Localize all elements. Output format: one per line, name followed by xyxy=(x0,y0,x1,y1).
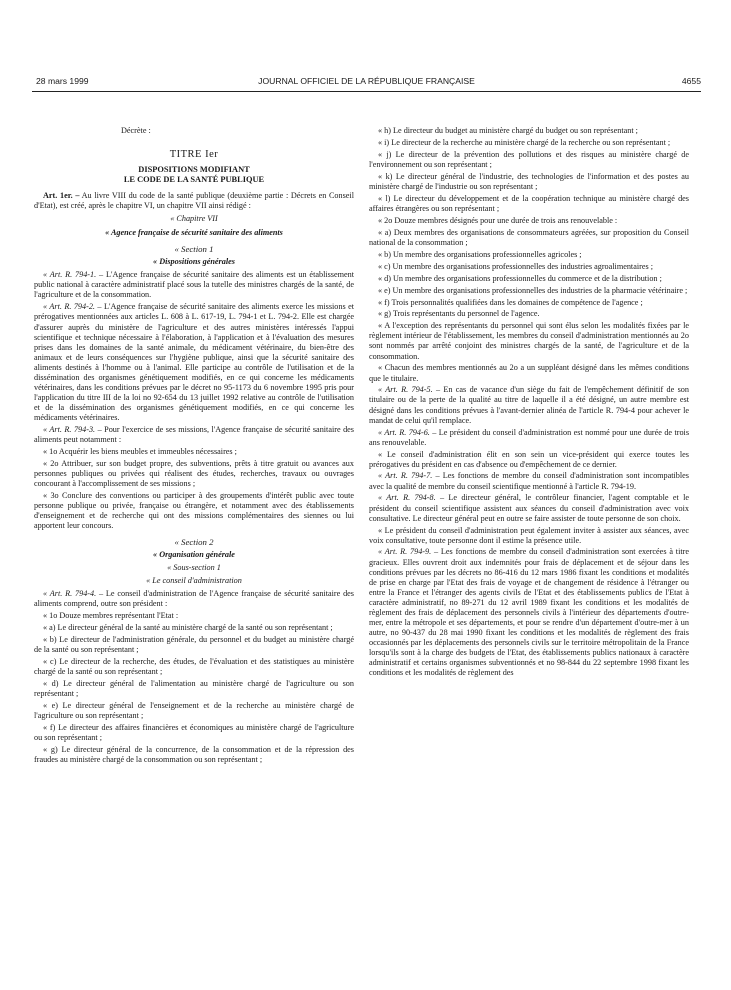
dispositions-heading-1: DISPOSITIONS MODIFIANT xyxy=(138,165,250,175)
article-r794-8-label: « Art. R. 794-8. xyxy=(378,493,436,503)
article-r794-9-text: – Les fonctions de membre du conseil d'administration sont exercées à titre gracieux. Elles ouvrent droit aux indemnités pour frais de déplacement et de séjour dans les conditions prévues par les décrets no 86-416 du 12 mars 1986 fixant les conditions et modalités de prise en charge par l'Etat des frais de voyage et de changement de résidence à l'étranger ou entre la France et l'étranger des agents civils de l'Etat et des établissements publics de l'Etat à caractère administratif, no 89-271 du 12 avril 1989 fixant les conditions et les modalités de règlement des frais de déplacement des personnels civils à l'intérieur des départements d'outre-mer, entre la métropole et ses départements, et pour se rendre d'un département d'outre-mer à un autre, no 90-437 du 28 mai 1990 fixant les conditions et les modalités de règlement des frais occasionnés par les déplacements des personnels civils sur le territoire métropolitain de la France lorsqu'ils sont à la charge des budgets de l'Etat, des établissements publics nationaux à caractère administratif et certains organismes subventionnés et no 98-844 du 22 septembre 1998 fixant les conditions et les modalités de règlement des xyxy=(369,547,689,678)
list-item: « f) Le directeur des affaires financières et économiques au ministère chargé de l'agriculture ou son représentant ; xyxy=(34,722,354,743)
article-r794-6-text: – Le président du conseil d'administration est nommé pour une durée de trois ans renouvelable. xyxy=(369,427,689,447)
list-item: « g) Trois représentants du personnel de l'agence. xyxy=(378,309,540,319)
article-1 xyxy=(34,191,354,211)
list-item: « e) Le directeur général de l'enseignement et de la recherche au ministère chargé de l'agriculture ou son représentant ; xyxy=(34,701,354,721)
decrete: Décrète : xyxy=(121,126,151,135)
article-r794-2-text: – L'Agence française de sécurité sanitaire des aliments exerce les missions et prérogatives mentionnées aux articles L. 608 à L. 617-19, L. 794-1 et L. 794-2. Elle est chargée d'assurer auprès du ministère de l'agriculture et des autres ministères intéressés l'appui scientifique et technique nécessaire à l'élaboration, à l'application et à l'évaluation des mesures prises dans les domaines de la santé animale, du médicament vétérinaire, du bien-être des animaux et de leurs conséquences sur l'hygiène publique, ainsi que la sécurité sanitaire des aliments destinés à l'homme ou à l'animal. Elle participe au contrôle de l'utilisation et de la dissémination des organismes génétiquement modifiés, en ce qui concerne les médicaments vétérinaires, dans les conditions prévues par le décret no 95-1173 du 6 novembre 1995 pris pour l'application du titre III de la loi no 92-654 du 13 juillet 1992 relative au contrôle de l'utilisation et de la dissémination des organismes génétiquement modifiés, en ce qui concerne les médicaments vétérinaires. xyxy=(34,302,354,422)
right-column xyxy=(369,126,689,986)
list-item: « 1o Douze membres représentant l'Etat : xyxy=(43,611,179,621)
page-header xyxy=(32,76,701,89)
paragraph: « A l'exception des représentants du personnel qui sont élus selon les modalités fixées par le règlement intérieur de l'établissement, les membres du conseil d'administration mentionnés au 2o sont nommés par arrêté conjoint des ministres chargés de la santé, de l'agriculture et de la consommation. xyxy=(369,321,689,361)
article-r794-2 xyxy=(34,302,354,423)
list-item: « 3o Conclure des conventions ou participer à des groupements d'intérêt public avec toute personne publique ou privée, française ou étrangère, et notamment avec des établissements d'enseignement et de recherche qui ont des missions complémentaires des siennes ou lui apportent leur concours. xyxy=(34,490,354,530)
article-r794-4-label: « Art. R. 794-4. xyxy=(43,589,97,599)
article-r794-9 xyxy=(369,547,689,678)
article-r794-8 xyxy=(369,493,689,523)
list-item: « h) Le directeur du budget au ministère chargé du budget ou son représentant ; xyxy=(378,126,638,135)
article-r794-7 xyxy=(369,471,689,491)
sous-section-heading: « Sous-section 1 xyxy=(167,563,221,573)
list-item: « b) Le directeur de l'administration générale, du personnel et du budget au ministère chargé de la santé ou son représentant ; xyxy=(34,635,354,655)
header-date: 28 mars 1999 xyxy=(36,76,89,86)
agence-heading: « Agence française de sécurité sanitaire des aliments xyxy=(105,228,283,238)
chapitre-heading: « Chapitre VII xyxy=(170,214,218,224)
article-1-text: Au livre VIII du code de la santé publique (deuxième partie : Décrets en Conseil d'Etat), est créé, après le chapitre VI, un chapitre VII ainsi rédigé : xyxy=(34,191,354,211)
article-r794-7-text: – Les fonctions de membre du conseil d'administration sont incompatibles avec la qualité de membre du conseil scientifique mentionné à l'article R. 794-19. xyxy=(369,471,689,491)
list-item: « k) Le directeur général de l'industrie, des technologies de l'information et des postes au ministère chargé de l'industrie ou son représentant ; xyxy=(369,171,689,191)
article-r794-6 xyxy=(369,428,689,448)
paragraph: « Le conseil d'administration élit en son sein un vice-président qui exerce toutes les prérogatives du président en cas d'absence ou d'empêchement de ce dernier. xyxy=(369,449,689,469)
list-item: « 2o Douze membres désignés pour une durée de trois ans renouvelable : xyxy=(378,215,618,225)
article-r794-3 xyxy=(34,425,354,445)
article-r794-4-text: – Le conseil d'administration de l'Agence française de sécurité sanitaire des aliments comprend, outre son président : xyxy=(34,589,354,609)
list-item: « i) Le directeur de la recherche au ministère chargé de la recherche ou son représentant ; xyxy=(378,137,671,147)
article-r794-5-label: « Art. R. 794-5. xyxy=(378,385,433,395)
article-r794-7-label: « Art. R. 794-7. xyxy=(378,471,433,481)
dispositions-heading-2: LE CODE DE LA SANTÉ PUBLIQUE xyxy=(123,175,265,185)
section-2-heading: « Section 2 xyxy=(174,537,214,547)
list-item: « b) Un membre des organisations professionnelles agricoles ; xyxy=(378,249,582,259)
list-item: « f) Trois personnalités qualifiées dans les domaines de compétence de l'agence ; xyxy=(378,297,643,307)
paragraph: « Chacun des membres mentionnés au 2o a un suppléant désigné dans les mêmes conditions que le titulaire. xyxy=(369,363,689,383)
list-item: « a) Deux membres des organisations de consommateurs agréées, sur proposition du Conseil national de la consommation ; xyxy=(369,227,689,247)
list-item: « d) Un membre des organisations professionnelles du commerce et de la distribution ; xyxy=(378,273,662,283)
list-item: « g) Le directeur général de la concurrence, de la consommation et de la répression des fraudes au ministère chargé de la consommation ou son représentant ; xyxy=(34,744,354,765)
list-item: « a) Le directeur général de la santé au ministère chargé de la santé ou son représentant ; xyxy=(43,623,333,633)
organisation-heading: « Organisation générale xyxy=(153,550,235,560)
list-item: « l) Le directeur du développement et de la coopération technique au ministère chargé des affaires étrangères ou son représentant ; xyxy=(369,193,689,213)
article-r794-9-label: « Art. R. 794-9. xyxy=(378,547,432,557)
list-item: « c) Le directeur de la recherche, des études, de l'évaluation et des statistiques au ministère chargé de la santé ou son représentant ; xyxy=(34,657,354,677)
article-r794-1 xyxy=(34,270,354,300)
article-r794-5 xyxy=(369,385,689,425)
article-r794-2-label: « Art. R. 794-2. xyxy=(43,302,95,312)
page-number: 4655 xyxy=(681,76,701,86)
list-item: « j) Le directeur de la prévention des pollutions et des risques au ministère chargé de l'environnement ou son représentant ; xyxy=(369,149,689,169)
list-item: « 1o Acquérir les biens meubles et immeubles nécessaires ; xyxy=(43,446,237,456)
list-item: « 2o Attribuer, sur son budget propre, des subventions, prêts à titre gratuit ou avances aux personnes publiques ou privées qui réalisent des études, recherches, travaux ou ouvrages concourant à l'accomplissement de ses missions ; xyxy=(34,458,354,488)
dispositions-generales-heading: « Dispositions générales xyxy=(153,257,235,267)
article-r794-1-text: – L'Agence française de sécurité sanitaire des aliments est un établissement public national à caractère administratif placé sous la tutelle des ministres chargés de la santé, de l'agriculture et de la consommation. xyxy=(34,270,354,300)
paragraph: « Le président du conseil d'administration peut également inviter à assister aux séances, avec voix consultative, toute personne dont il estime la présence utile. xyxy=(369,525,689,545)
left-column xyxy=(34,126,354,986)
article-r794-3-text: – Pour l'exercice de ses missions, l'Agence française de sécurité sanitaire des aliments peut notamment : xyxy=(34,424,354,444)
article-r794-4 xyxy=(34,589,354,609)
article-r794-5-text: – En cas de vacance d'un siège du fait de l'empêchement définitif de son titulaire ou de la perte de la qualité au titre de laquelle il a été désigné, un autre membre est désigné dans les conditions prévues à l'avant-dernier alinéa de l'article R. 794-4 pour achever le mandat de celui qu'il remplace. xyxy=(369,385,689,425)
section-1-heading: « Section 1 xyxy=(174,244,214,255)
list-item: « d) Le directeur général de l'alimentation au ministère chargé de l'agriculture ou son représentant ; xyxy=(34,679,354,699)
list-item: « e) Un membre des organisations professionnelles des industries de la pharmacie vétérinaire ; xyxy=(378,285,688,295)
article-r794-6-label: « Art. R. 794-6. xyxy=(378,427,430,437)
article-r794-1-label: « Art. R. 794-1. xyxy=(43,270,97,280)
header-rule xyxy=(32,91,701,92)
article-r794-8-text: – Le directeur général, le contrôleur financier, l'agent comptable et le président du conseil scientifique assistent aux séances du conseil d'administration avec voix consultative. Le directeur général peut en outre se faire assister de toute personne de son choix. xyxy=(369,493,689,523)
journal-title: JOURNAL OFFICIEL DE LA RÉPUBLIQUE FRANÇAISE xyxy=(258,76,475,86)
titre-heading: TITRE Ier xyxy=(169,149,219,161)
article-r794-3-label: « Art. R. 794-3. xyxy=(43,424,96,434)
article-1-label: Art. 1er. – xyxy=(43,191,80,201)
list-item: « c) Un membre des organisations professionnelles des industries agroalimentaires ; xyxy=(378,261,653,271)
conseil-heading: « Le conseil d'administration xyxy=(146,576,242,586)
